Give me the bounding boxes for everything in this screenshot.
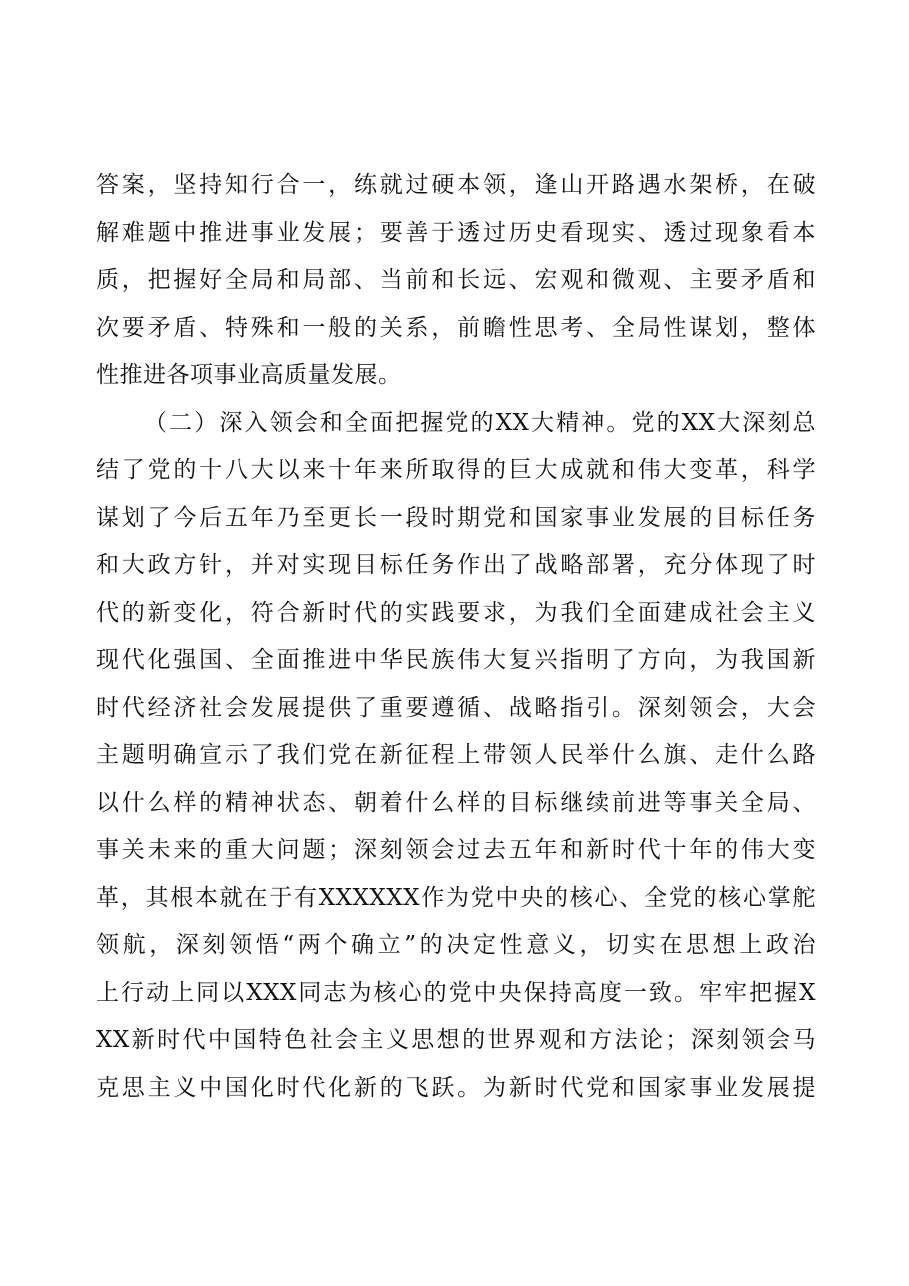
text-line: 主题明确宣示了我们党在新征程上带领人民举什么旗、走什么路 — [96, 742, 816, 768]
text-line: 答案，坚持知行合一，练就过硬本领，逢山开路遇水架桥，在破 — [96, 172, 816, 198]
text-line: 质，把握好全局和局部、当前和长远、宏观和微观、主要矛盾和 — [96, 267, 816, 293]
text-line: 事关未来的重大问题；深刻领会过去五年和新时代十年的伟大变 — [96, 837, 816, 863]
text-line: 时代经济社会发展提供了重要遵循、战略指引。深刻领会，大会 — [96, 694, 816, 721]
text-line: 次要矛盾、特殊和一般的关系，前瞻性思考、全局性谋划，整体 — [96, 314, 816, 341]
text-line: 性推进各项事业高质量发展。 — [96, 362, 402, 388]
text-line: 代的新变化，符合新时代的实践要求，为我们全面建成社会主义 — [96, 599, 816, 626]
body-text — [96, 162, 816, 1112]
section-heading-line: （二）深入领会和全面把握党的XX大精神。党的XX大深刻总 — [144, 409, 816, 436]
text-line: XX新时代中国特色社会主义思想的世界观和方法论；深刻领会马 — [96, 1027, 816, 1053]
text-line: 领航，深刻领悟“两个确立”的决定性意义，切实在思想上政治 — [96, 932, 816, 958]
text-line: 和大政方针，并对实现目标任务作出了战略部署，充分体现了时 — [96, 552, 816, 578]
text-line: 谋划了今后五年乃至更长一段时期党和国家事业发展的目标任务 — [96, 504, 816, 531]
text-line: 现代化强国、全面推进中华民族伟大复兴指明了方向，为我国新 — [96, 647, 816, 673]
text-line: 结了党的十八大以来十年来所取得的巨大成就和伟大变革，科学 — [96, 457, 816, 483]
text-line: 克思主义中国化时代化新的飞跃。为新时代党和国家事业发展提 — [96, 1074, 816, 1101]
text-line: 以什么样的精神状态、朝着什么样的目标继续前进等事关全局、 — [96, 789, 816, 816]
text-line: 解难题中推进事业发展；要善于透过历史看现实、透过现象看本 — [96, 219, 816, 246]
text-line: 革，其根本就在于有XXXXXX作为党中央的核心、全党的核心掌舵 — [96, 884, 816, 911]
text-line: 上行动上同以XXX同志为核心的党中央保持高度一致。牢牢把握X — [96, 979, 816, 1006]
